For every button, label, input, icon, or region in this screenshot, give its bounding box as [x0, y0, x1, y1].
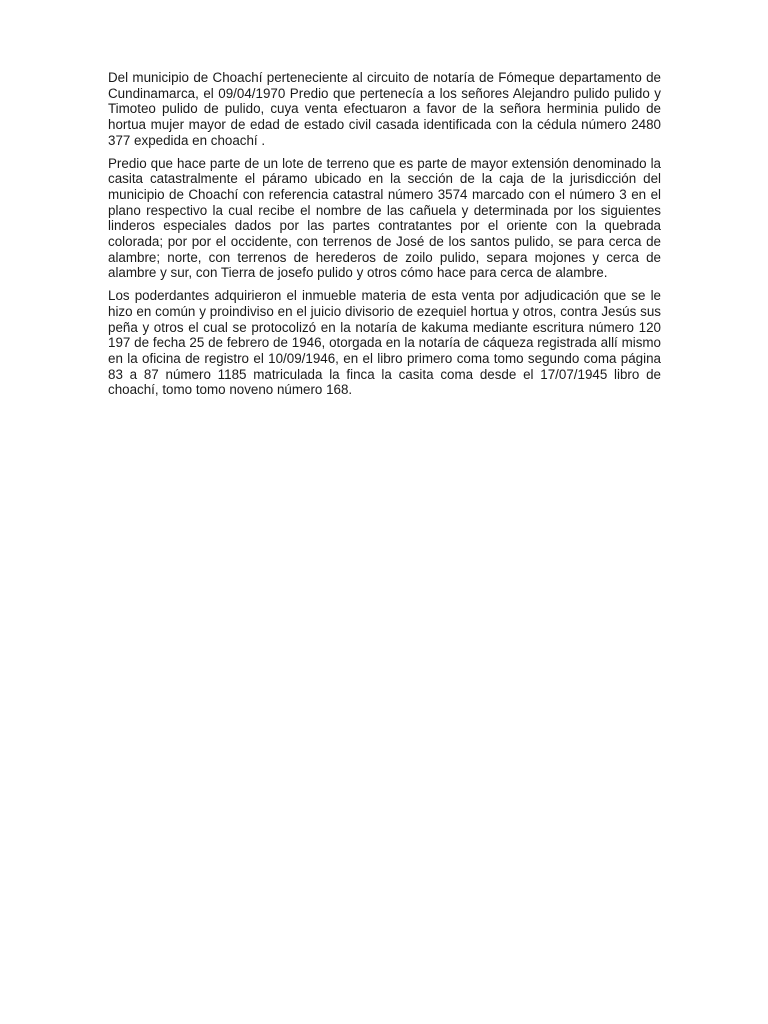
paragraph-2: Predio que hace parte de un lote de terreno que es parte de mayor extensión denominado la casita catastralmente el páramo ubicado en la sección de la caja de la jurisdicción del municipio de Choachí con referencia catastral número 3574 marcado con el número 3 en el plano respectivo la cual recibe el nombre de las cañuela y determinada por los siguientes linderos especiales dados por las partes contratantes por el oriente con la quebrada colorada; por por el occidente, con terrenos de José de los santos pulido, se para cerca de alambre; norte, con terrenos de herederos de zoilo pulido, separa mojones y cerca de alambre y sur, con Tierra de josefo pulido y otros cómo hace para cerca de alambre.	[108, 155, 661, 281]
document-body	[108, 70, 661, 405]
paragraph-1: Del municipio de Choachí perteneciente al circuito de notaría de Fómeque departamento de Cundinamarca, el 09/04/1970 Predio que pertenecía a los señores Alejandro pulido pulido y Timoteo pulido de pulido, cuya venta efectuaron a favor de la señora herminia pulido de hortua mujer mayor de edad de estado civil casada identificada con la cédula número 2480 377 expedida en choachí .	[108, 70, 661, 148]
paragraph-3: Los poderdantes adquirieron el inmueble materia de esta venta por adjudicación que se le hizo en común y proindiviso en el juicio divisorio de ezequiel hortua y otros, contra Jesús sus peña y otros el cual se protocolizó en la notaría de kakuma mediante escritura número 120 197 de fecha 25 de febrero de 1946, otorgada en la notaría de cáqueza registrada allí mismo en la oficina de registro el 10/09/1946, en el libro primero coma tomo segundo coma página 83 a 87 número 1185 matriculada la finca la casita coma desde el 17/07/1945 libro de choachí, tomo tomo noveno número 168.	[108, 288, 661, 398]
